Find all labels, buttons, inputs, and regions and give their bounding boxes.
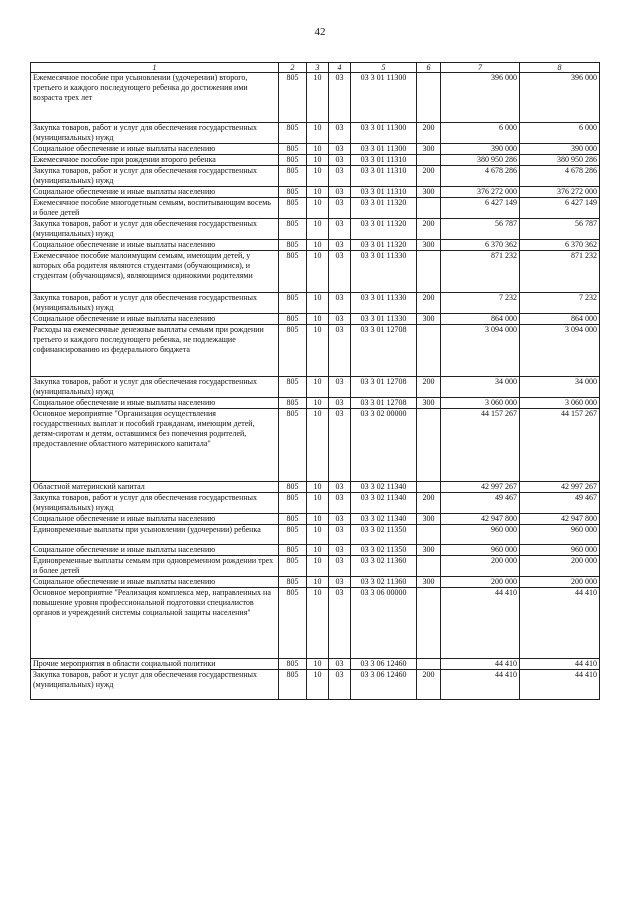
cell-c2: 805 (279, 219, 307, 240)
table-row (31, 325, 600, 377)
cell-c5: 03 3 02 11350 (351, 525, 417, 545)
cell-c6 (417, 482, 441, 493)
cell-c4: 03 (329, 659, 351, 670)
cell-c3: 10 (307, 659, 329, 670)
cell-c7: 3 060 000 (441, 398, 520, 409)
cell-c3: 10 (307, 325, 329, 377)
cell-c2: 805 (279, 144, 307, 155)
col-header-4: 4 (329, 63, 351, 73)
cell-c3: 10 (307, 577, 329, 588)
cell-c6 (417, 73, 441, 123)
cell-c5: 03 3 02 11360 (351, 577, 417, 588)
cell-c8: 44 410 (520, 659, 600, 670)
cell-c2: 805 (279, 166, 307, 187)
cell-c4: 03 (329, 409, 351, 482)
cell-c6: 200 (417, 123, 441, 144)
cell-c5: 03 3 02 11360 (351, 556, 417, 577)
cell-c6: 300 (417, 514, 441, 525)
col-header-7: 7 (441, 63, 520, 73)
cell-c6: 200 (417, 219, 441, 240)
cell-c4: 03 (329, 251, 351, 293)
cell-c2: 805 (279, 659, 307, 670)
cell-c6: 200 (417, 377, 441, 398)
cell-c7: 7 232 (441, 293, 520, 314)
cell-c6: 300 (417, 187, 441, 198)
cell-c3: 10 (307, 588, 329, 659)
cell-c3: 10 (307, 187, 329, 198)
cell-c4: 03 (329, 588, 351, 659)
cell-c7: 6 000 (441, 123, 520, 144)
cell-c8: 42 947 800 (520, 514, 600, 525)
cell-c4: 03 (329, 325, 351, 377)
cell-c5: 03 3 02 11340 (351, 514, 417, 525)
cell-c2: 805 (279, 377, 307, 398)
cell-c8: 960 000 (520, 525, 600, 545)
cell-c6: 300 (417, 545, 441, 556)
budget-table (30, 62, 600, 700)
cell-c3: 10 (307, 525, 329, 545)
table-row (31, 155, 600, 166)
cell-c6: 300 (417, 577, 441, 588)
cell-c6: 300 (417, 398, 441, 409)
cell-c8: 380 950 286 (520, 155, 600, 166)
cell-c3: 10 (307, 670, 329, 700)
row-name-cell: Социальное обеспечение и иные выплаты населению (31, 398, 279, 409)
cell-c7: 200 000 (441, 577, 520, 588)
cell-c3: 10 (307, 556, 329, 577)
cell-c7: 390 000 (441, 144, 520, 155)
cell-c3: 10 (307, 514, 329, 525)
cell-c7: 6 427 149 (441, 198, 520, 219)
cell-c3: 10 (307, 398, 329, 409)
cell-c8: 56 787 (520, 219, 600, 240)
cell-c8: 396 000 (520, 73, 600, 123)
cell-c3: 10 (307, 377, 329, 398)
table-row (31, 398, 600, 409)
cell-c3: 10 (307, 144, 329, 155)
cell-c8: 4 678 286 (520, 166, 600, 187)
row-name-cell: Ежемесячное пособие при усыновлении (удочерении) второго, третьего и каждого последующего ребенка до достижения ими возраста трех лет (31, 73, 279, 123)
table-row (31, 482, 600, 493)
cell-c5: 03 3 01 11330 (351, 314, 417, 325)
cell-c5: 03 3 01 11320 (351, 198, 417, 219)
cell-c2: 805 (279, 556, 307, 577)
cell-c5: 03 3 02 11340 (351, 493, 417, 514)
cell-c5: 03 3 01 11300 (351, 144, 417, 155)
cell-c2: 805 (279, 670, 307, 700)
cell-c3: 10 (307, 251, 329, 293)
cell-c2: 805 (279, 398, 307, 409)
cell-c6 (417, 588, 441, 659)
cell-c7: 44 410 (441, 659, 520, 670)
cell-c5: 03 3 01 11300 (351, 123, 417, 144)
cell-c4: 03 (329, 155, 351, 166)
row-name-cell: Основное мероприятие "Организация осуществления государственных выплат и пособий гражданам, имеющим детей, детям-сиротам и детям, оставшимся без попечения родителей, предоставление областного материнского капитала" (31, 409, 279, 482)
cell-c5: 03 3 01 12708 (351, 377, 417, 398)
cell-c2: 805 (279, 545, 307, 556)
cell-c3: 10 (307, 219, 329, 240)
row-name-cell: Закупка товаров, работ и услуг для обеспечения государственных (муниципальных) нужд (31, 293, 279, 314)
cell-c8: 6 427 149 (520, 198, 600, 219)
cell-c2: 805 (279, 155, 307, 166)
cell-c6 (417, 556, 441, 577)
cell-c8: 6 000 (520, 123, 600, 144)
table-row (31, 73, 600, 123)
cell-c2: 805 (279, 314, 307, 325)
col-header-6: 6 (417, 63, 441, 73)
cell-c2: 805 (279, 251, 307, 293)
cell-c4: 03 (329, 240, 351, 251)
cell-c4: 03 (329, 670, 351, 700)
table-row (31, 187, 600, 198)
cell-c2: 805 (279, 525, 307, 545)
cell-c2: 805 (279, 293, 307, 314)
table-row (31, 577, 600, 588)
cell-c3: 10 (307, 409, 329, 482)
cell-c6 (417, 251, 441, 293)
row-name-cell: Единовременные выплаты семьям при одновременном рождении трех и более детей (31, 556, 279, 577)
cell-c2: 805 (279, 198, 307, 219)
cell-c6 (417, 198, 441, 219)
cell-c7: 42 947 800 (441, 514, 520, 525)
row-name-cell: Ежемесячное пособие при рождении второго ребенка (31, 155, 279, 166)
cell-c8: 871 232 (520, 251, 600, 293)
cell-c5: 03 3 02 00000 (351, 409, 417, 482)
cell-c2: 805 (279, 493, 307, 514)
table-row (31, 166, 600, 187)
cell-c7: 49 467 (441, 493, 520, 514)
cell-c4: 03 (329, 493, 351, 514)
row-name-cell: Основное мероприятие "Реализация комплекса мер, направленных на повышение уровня профессиональной подготовки специалистов органов и учреждений системы социальной защиты населения" (31, 588, 279, 659)
table-row (31, 198, 600, 219)
cell-c3: 10 (307, 545, 329, 556)
row-name-cell: Прочие мероприятия в области социальной политики (31, 659, 279, 670)
table-row (31, 293, 600, 314)
cell-c8: 49 467 (520, 493, 600, 514)
cell-c5: 03 3 06 12460 (351, 659, 417, 670)
cell-c8: 34 000 (520, 377, 600, 398)
table-row (31, 409, 600, 482)
cell-c4: 03 (329, 577, 351, 588)
cell-c2: 805 (279, 514, 307, 525)
cell-c5: 03 3 02 11340 (351, 482, 417, 493)
cell-c7: 6 370 362 (441, 240, 520, 251)
cell-c8: 44 410 (520, 588, 600, 659)
col-header-1: 1 (31, 63, 279, 73)
row-name-cell: Социальное обеспечение и иные выплаты населению (31, 240, 279, 251)
cell-c8: 42 997 267 (520, 482, 600, 493)
table-row (31, 556, 600, 577)
cell-c4: 03 (329, 198, 351, 219)
cell-c6 (417, 325, 441, 377)
cell-c4: 03 (329, 482, 351, 493)
cell-c8: 7 232 (520, 293, 600, 314)
cell-c5: 03 3 01 11330 (351, 251, 417, 293)
cell-c5: 03 3 06 00000 (351, 588, 417, 659)
row-name-cell: Социальное обеспечение и иные выплаты населению (31, 514, 279, 525)
cell-c2: 805 (279, 482, 307, 493)
cell-c4: 03 (329, 144, 351, 155)
row-name-cell: Ежемесячное пособие многодетным семьям, воспитывающим восемь и более детей (31, 198, 279, 219)
cell-c6: 300 (417, 314, 441, 325)
cell-c7: 396 000 (441, 73, 520, 123)
cell-c6: 300 (417, 144, 441, 155)
cell-c5: 03 3 01 11310 (351, 166, 417, 187)
row-name-cell: Закупка товаров, работ и услуг для обеспечения государственных (муниципальных) нужд (31, 377, 279, 398)
row-name-cell: Социальное обеспечение и иные выплаты населению (31, 545, 279, 556)
table-row (31, 514, 600, 525)
table-row (31, 659, 600, 670)
cell-c5: 03 3 01 11310 (351, 187, 417, 198)
cell-c6: 300 (417, 240, 441, 251)
cell-c4: 03 (329, 556, 351, 577)
cell-c5: 03 3 02 11350 (351, 545, 417, 556)
cell-c3: 10 (307, 166, 329, 187)
table-row (31, 144, 600, 155)
row-name-cell: Социальное обеспечение и иные выплаты населению (31, 577, 279, 588)
cell-c8: 864 000 (520, 314, 600, 325)
cell-c6: 200 (417, 493, 441, 514)
cell-c7: 44 410 (441, 670, 520, 700)
cell-c7: 960 000 (441, 545, 520, 556)
cell-c8: 390 000 (520, 144, 600, 155)
cell-c8: 376 272 000 (520, 187, 600, 198)
col-header-3: 3 (307, 63, 329, 73)
table-row (31, 314, 600, 325)
cell-c7: 56 787 (441, 219, 520, 240)
row-name-cell: Социальное обеспечение и иные выплаты населению (31, 144, 279, 155)
cell-c2: 805 (279, 187, 307, 198)
page-number: 42 (314, 26, 326, 38)
cell-c3: 10 (307, 482, 329, 493)
cell-c3: 10 (307, 314, 329, 325)
cell-c7: 44 410 (441, 588, 520, 659)
cell-c8: 200 000 (520, 556, 600, 577)
cell-c8: 44 410 (520, 670, 600, 700)
cell-c2: 805 (279, 325, 307, 377)
cell-c4: 03 (329, 525, 351, 545)
row-name-cell: Закупка товаров, работ и услуг для обеспечения государственных (муниципальных) нужд (31, 670, 279, 700)
cell-c4: 03 (329, 398, 351, 409)
table-row (31, 240, 600, 251)
col-header-2: 2 (279, 63, 307, 73)
cell-c7: 3 094 000 (441, 325, 520, 377)
cell-c3: 10 (307, 123, 329, 144)
table-row (31, 251, 600, 293)
cell-c4: 03 (329, 187, 351, 198)
table-row (31, 377, 600, 398)
row-name-cell: Закупка товаров, работ и услуг для обеспечения государственных (муниципальных) нужд (31, 123, 279, 144)
cell-c6 (417, 525, 441, 545)
cell-c7: 376 272 000 (441, 187, 520, 198)
cell-c8: 3 094 000 (520, 325, 600, 377)
cell-c7: 871 232 (441, 251, 520, 293)
cell-c8: 3 060 000 (520, 398, 600, 409)
cell-c3: 10 (307, 198, 329, 219)
cell-c2: 805 (279, 240, 307, 251)
cell-c7: 4 678 286 (441, 166, 520, 187)
row-name-cell: Социальное обеспечение и иные выплаты населению (31, 314, 279, 325)
cell-c3: 10 (307, 73, 329, 123)
cell-c4: 03 (329, 377, 351, 398)
row-name-cell: Ежемесячное пособие малоимущим семьям, имеющим детей, у которых оба родителя являются студентами (обучающимися), и студентам (обучающимся), являющимся одинокими родителями (31, 251, 279, 293)
row-name-cell: Закупка товаров, работ и услуг для обеспечения государственных (муниципальных) нужд (31, 219, 279, 240)
row-name-cell: Социальное обеспечение и иные выплаты населению (31, 187, 279, 198)
cell-c4: 03 (329, 545, 351, 556)
cell-c6 (417, 659, 441, 670)
cell-c4: 03 (329, 73, 351, 123)
cell-c4: 03 (329, 166, 351, 187)
cell-c2: 805 (279, 73, 307, 123)
cell-c7: 34 000 (441, 377, 520, 398)
table-row (31, 670, 600, 700)
cell-c5: 03 3 01 12708 (351, 325, 417, 377)
table-row (31, 219, 600, 240)
cell-c7: 44 157 267 (441, 409, 520, 482)
table-body (31, 73, 600, 700)
cell-c2: 805 (279, 409, 307, 482)
cell-c3: 10 (307, 493, 329, 514)
cell-c5: 03 3 01 11300 (351, 73, 417, 123)
cell-c5: 03 3 01 11330 (351, 293, 417, 314)
cell-c2: 805 (279, 577, 307, 588)
cell-c4: 03 (329, 293, 351, 314)
cell-c7: 200 000 (441, 556, 520, 577)
cell-c4: 03 (329, 514, 351, 525)
col-header-8: 8 (520, 63, 600, 73)
table-row (31, 123, 600, 144)
cell-c3: 10 (307, 155, 329, 166)
cell-c8: 960 000 (520, 545, 600, 556)
table-row (31, 493, 600, 514)
row-name-cell: Расходы на ежемесячные денежные выплаты семьям при рождении третьего и каждого последующего ребенка, не подлежащие софинансированию из федерального бюджета (31, 325, 279, 377)
table-row (31, 545, 600, 556)
cell-c6: 200 (417, 293, 441, 314)
table-row (31, 525, 600, 545)
cell-c6: 200 (417, 166, 441, 187)
cell-c5: 03 3 06 12460 (351, 670, 417, 700)
cell-c8: 6 370 362 (520, 240, 600, 251)
row-name-cell: Закупка товаров, работ и услуг для обеспечения государственных (муниципальных) нужд (31, 493, 279, 514)
cell-c8: 200 000 (520, 577, 600, 588)
header-row (31, 63, 600, 73)
row-name-cell: Областной материнский капитал (31, 482, 279, 493)
cell-c5: 03 3 01 11320 (351, 219, 417, 240)
cell-c3: 10 (307, 293, 329, 314)
col-header-5: 5 (351, 63, 417, 73)
cell-c4: 03 (329, 219, 351, 240)
cell-c6 (417, 155, 441, 166)
cell-c7: 42 997 267 (441, 482, 520, 493)
cell-c5: 03 3 01 11310 (351, 155, 417, 166)
row-name-cell: Закупка товаров, работ и услуг для обеспечения государственных (муниципальных) нужд (31, 166, 279, 187)
cell-c2: 805 (279, 588, 307, 659)
row-name-cell: Единовременные выплаты при усыновлении (удочерении) ребенка (31, 525, 279, 545)
cell-c6: 200 (417, 670, 441, 700)
cell-c7: 380 950 286 (441, 155, 520, 166)
cell-c5: 03 3 01 11320 (351, 240, 417, 251)
cell-c7: 864 000 (441, 314, 520, 325)
cell-c3: 10 (307, 240, 329, 251)
cell-c4: 03 (329, 123, 351, 144)
table-row (31, 588, 600, 659)
cell-c7: 960 000 (441, 525, 520, 545)
cell-c2: 805 (279, 123, 307, 144)
cell-c4: 03 (329, 314, 351, 325)
cell-c6 (417, 409, 441, 482)
cell-c5: 03 3 01 12708 (351, 398, 417, 409)
cell-c8: 44 157 267 (520, 409, 600, 482)
